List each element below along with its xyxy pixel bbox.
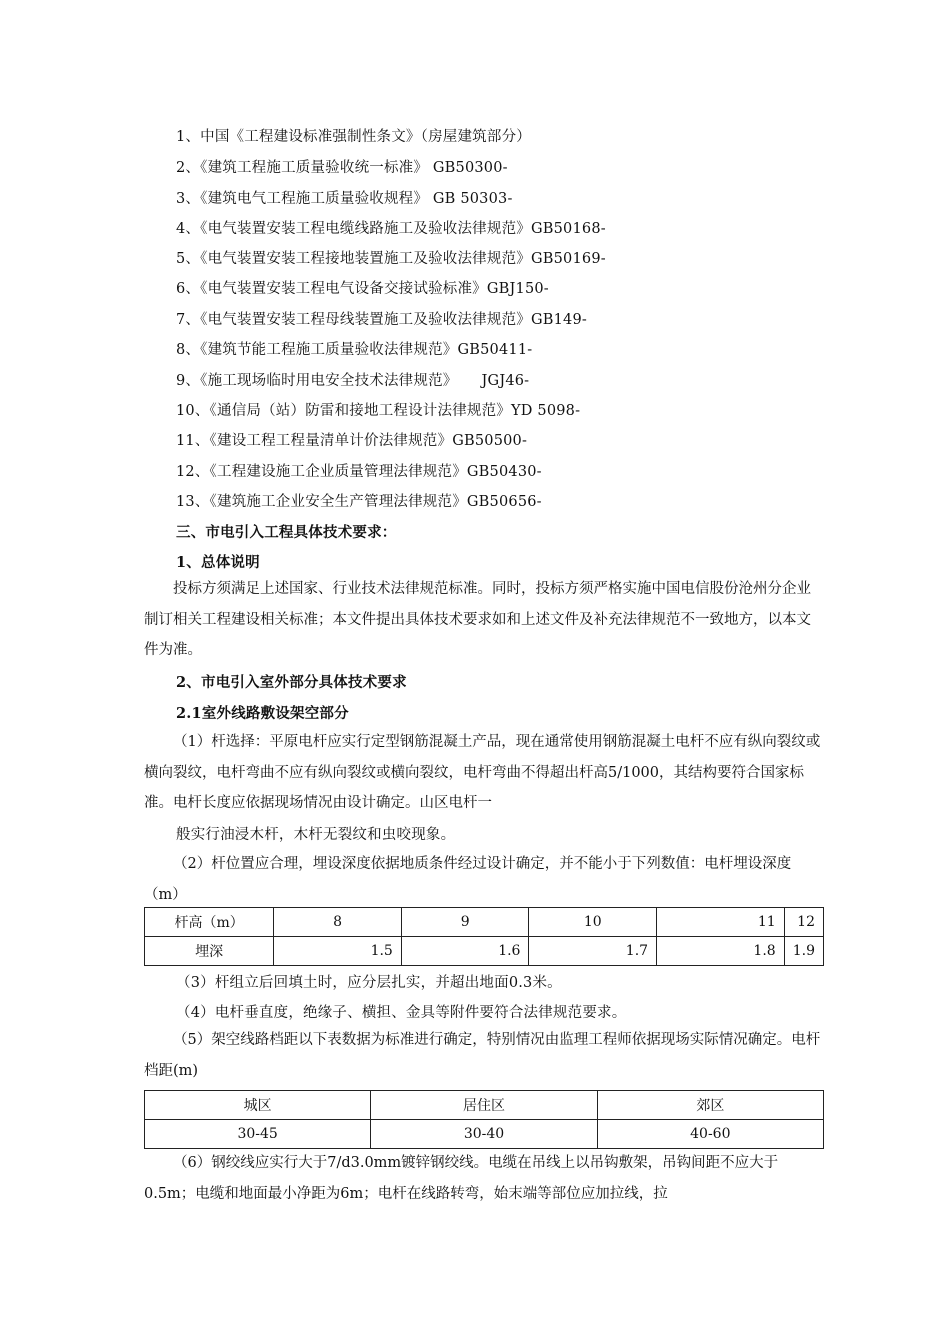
paragraph-verticality: （4）电杆垂直度，绝缘子、横担、金具等附件要符合法律规范要求。 (176, 1005, 627, 1021)
paragraph-pole-position (144, 849, 824, 910)
span-table-cell: 30-40 (371, 1120, 597, 1149)
depth-table-row-height (145, 908, 824, 937)
reference-item-10: 10、《通信局（站）防雷和接地工程设计法律规范》YD 5098- (176, 403, 581, 419)
span-table-cell: 郊区 (597, 1091, 823, 1120)
reference-item-3: 3、《建筑电气工程施工质量验收规程》 GB 50303- (176, 191, 513, 207)
depth-table-cell: 12 (784, 908, 823, 937)
reference-item-9: 9、《施工现场临时用电安全技术法律规范》 JGJ46- (176, 373, 530, 389)
span-table-cell: 居住区 (371, 1091, 597, 1120)
paragraph-backfill: （3）杆组立后回填土时，应分层扎实，并超出地面0.3米。 (176, 975, 562, 991)
span-table-cell: 30-45 (145, 1120, 371, 1149)
pole-position-text: （2）杆位置应合理，埋设深度依据地质条件经过设计确定，并不能小于下列数值：电杆埋设深度（m） (144, 856, 792, 903)
overview-text: 投标方须满足上述国家、行业技术法律规范标准。同时，投标方须严格实施中国电信股份沧州分企业制订相关工程建设相关标准；本文件提出具体技术要求如和上述文件及补充法律规范不一致地方，以本文件为准。 (144, 581, 811, 658)
paragraph-span (144, 1025, 824, 1086)
span-table (144, 1090, 824, 1149)
span-text: （5）架空线路档距以下表数据为标准进行确定，特别情况由监理工程师依据现场实际情况确定。电杆档距(m) (144, 1032, 821, 1079)
span-table-header (145, 1091, 824, 1120)
subheading-overview: 1、总体说明 (176, 554, 260, 571)
reference-item-4: 4、《电气装置安装工程电缆线路施工及验收法律规范》GB50168- (176, 221, 606, 237)
span-table-cell: 40-60 (597, 1120, 823, 1149)
overview-paragraph (144, 574, 824, 666)
section-heading: 三、市电引入工程具体技术要求： (176, 524, 397, 541)
depth-table-row-depth (145, 937, 824, 966)
reference-item-13: 13、《建筑施工企业安全生产管理法律规范》GB50656- (176, 494, 542, 510)
depth-table-cell: 1.8 (657, 937, 785, 966)
depth-table-cell: 9 (401, 908, 529, 937)
reference-item-7: 7、《电气装置安装工程母线装置施工及验收法律规范》GB149- (176, 312, 587, 328)
paragraph-pole-selection-cont: 般实行油浸木杆，木杆无裂纹和虫咬现象。 (176, 827, 456, 843)
subheading-outdoor: 2、市电引入室外部分具体技术要求 (176, 674, 407, 691)
span-table-values (145, 1120, 824, 1149)
depth-table-cell: 1.9 (784, 937, 823, 966)
paragraph-pole-selection (144, 727, 824, 819)
depth-table-cell: 埋深 (145, 937, 274, 966)
depth-table-cell: 11 (657, 908, 785, 937)
depth-table-cell: 1.7 (529, 937, 657, 966)
reference-item-1: 1、中国《工程建设标准强制性条文》（房屋建筑部分） (176, 129, 531, 145)
reference-item-11: 11、《建设工程工程量清单计价法律规范》GB50500- (176, 433, 528, 449)
reference-item-5: 5、《电气装置安装工程接地装置施工及验收法律规范》GB50169- (176, 251, 606, 267)
steel-strand-text: （6）钢绞线应实行大于7/d3.0mm镀锌钢绞线。电缆在吊线上以吊钩敷架，吊钩间距不应大于0.5m；电缆和地面最小净距为6m；电杆在线路转弯，始末端等部位应加拉线，拉 (144, 1155, 779, 1202)
span-table-cell: 城区 (145, 1091, 371, 1120)
reference-item-8: 8、《建筑节能工程施工质量验收法律规范》GB50411- (176, 342, 533, 358)
paragraph-steel-strand (144, 1148, 824, 1209)
depth-table-cell: 10 (529, 908, 657, 937)
subheading-overhead: 2.1室外线路敷设架空部分 (176, 705, 349, 722)
depth-table (144, 907, 824, 966)
depth-table-cell: 1.6 (401, 937, 529, 966)
pole-selection-text: （1）杆选择：平原电杆应实行定型钢筋混凝土产品，现在通常使用钢筋混凝土电杆不应有纵向裂纹或横向裂纹，电杆弯曲不应有纵向裂纹或横向裂纹，电杆弯曲不得超出杆高5/1000，其结构要符合国家标准。电杆长度应依据现场情况由设计确定。山区电杆一 (144, 734, 821, 811)
depth-table-cell: 杆高（m） (145, 908, 274, 937)
reference-item-12: 12、《工程建设施工企业质量管理法律规范》GB50430- (176, 464, 542, 480)
depth-table-cell: 1.5 (274, 937, 402, 966)
depth-table-cell: 8 (274, 908, 402, 937)
reference-item-2: 2、《建筑工程施工质量验收统一标准》 GB50300- (176, 160, 508, 176)
reference-item-6: 6、《电气装置安装工程电气设备交接试验标准》GBJ150- (176, 281, 549, 297)
